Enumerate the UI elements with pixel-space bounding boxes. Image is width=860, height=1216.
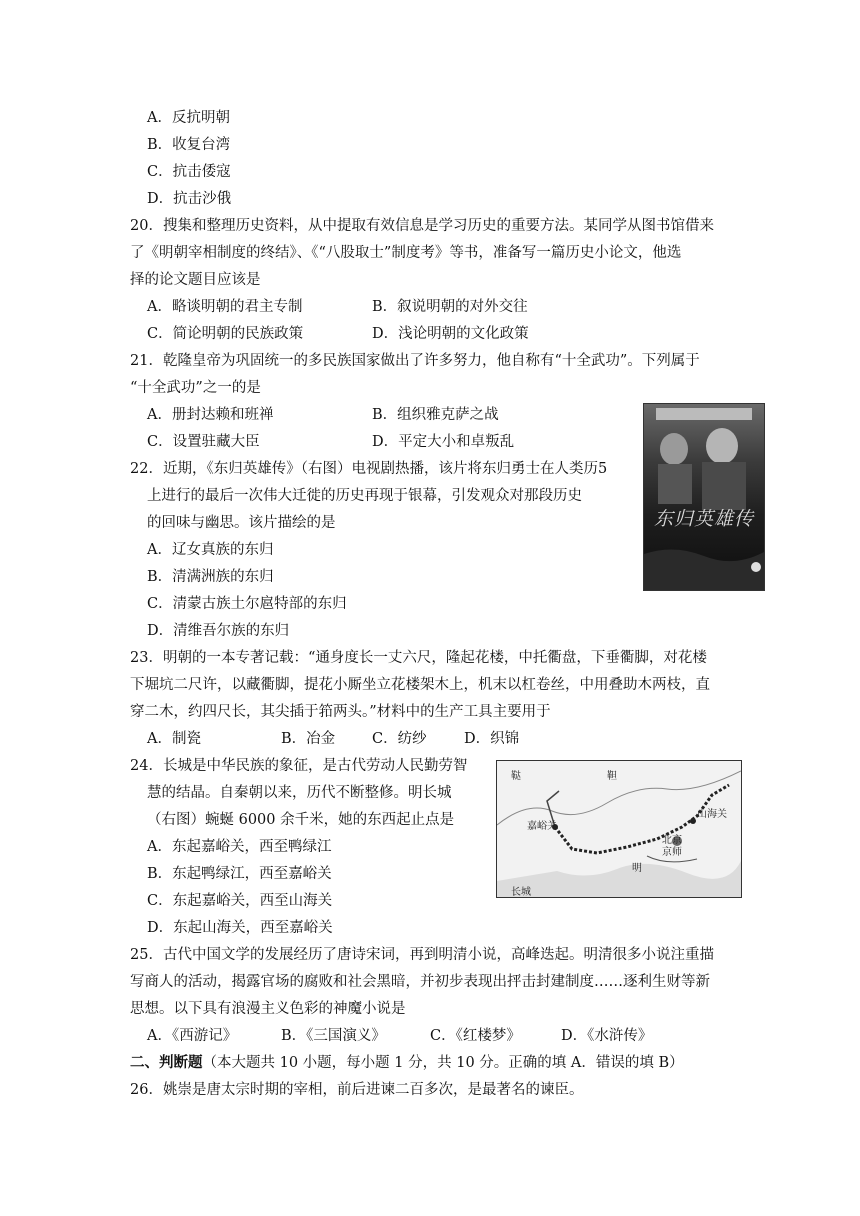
q24-option-a: A．东起嘉峪关，西至鸭绿江 — [147, 839, 332, 855]
q21-option-c: C．设置驻藏大臣 — [147, 434, 260, 450]
map-legend-great-wall: 长城 — [511, 887, 531, 898]
q24-stem-line-2: 慧的结晶。自秦朝以来，历代不断整修。明长城 — [147, 785, 452, 801]
q20-option-a: A．略谈明朝的君主专制 — [147, 299, 303, 315]
q24-stem-line-3: （右图）蜿蜒 6000 余千米，她的东西起止点是 — [147, 812, 455, 828]
map-label-jiayuguan: 嘉峪关 — [527, 821, 557, 832]
q23-option-c: C．纺纱 — [372, 731, 427, 747]
q21-option-b: B．组织雅克萨之战 — [372, 407, 499, 423]
q20-option-d: D．浅论明朝的文化政策 — [372, 326, 529, 342]
q24-stem-line-1: 24．长城是中华民族的象征，是古代劳动人民勤劳智 — [130, 758, 468, 774]
q20-stem-line-2: 了《明朝宰相制度的终结》、《“八股取士”制度考》等书，准备写一篇历史小论文，他选 — [130, 245, 682, 261]
q25-option-c: C．《红楼梦》 — [430, 1028, 521, 1044]
section-2-heading — [130, 1053, 684, 1073]
map-label-shanhaiguan: 山海关 — [697, 809, 727, 820]
q25-option-d: D．《水浒传》 — [561, 1028, 653, 1044]
q22-option-b: B．清满洲族的东归 — [147, 569, 274, 585]
q21-stem-line-1: 21．乾隆皇帝为巩固统一的多民族国家做出了许多努力，他自称有“十全武功”。下列属于 — [130, 353, 700, 369]
q19-option-b: B．收复台湾 — [147, 137, 231, 153]
q22-option-c: C．清蒙古族土尔扈特部的东归 — [147, 596, 347, 612]
q20-option-b: B．叙说明朝的对外交往 — [372, 299, 528, 315]
q21-option-d: D．平定大小和卓叛乱 — [372, 434, 515, 450]
q23-option-a: A．制瓷 — [147, 731, 201, 747]
q23-option-b: B．冶金 — [281, 731, 336, 747]
q20-stem-line-3: 择的论文题目应该是 — [130, 272, 261, 288]
tv-drama-poster-image — [643, 403, 765, 591]
q25-stem-line-3: 思想。以下具有浪漫主义色彩的神魔小说是 — [130, 1001, 406, 1017]
poster-title: 东归英雄传 — [653, 508, 754, 530]
q24-option-b: B．东起鸭绿江，西至嘉峪关 — [147, 866, 332, 882]
q22-stem-line-2: 上进行的最后一次伟大迁徙的历史再现于银幕，引发观众对那段历史 — [147, 488, 582, 504]
map-label-dan: 靼 — [607, 771, 617, 782]
poster-figures — [644, 404, 764, 590]
q22-stem-line-3: 的回味与幽思。该片描绘的是 — [147, 515, 336, 531]
q21-option-a: A．册封达赖和班禅 — [147, 407, 274, 423]
section-2-title: 二、判断题 — [130, 1054, 203, 1071]
q23-stem-line-1: 23．明朝的一本专著记载：“通身度长一丈六尺，隆起花楼，中托衢盘，下垂衢脚，对花楼 — [130, 650, 707, 666]
q21-stem-line-2: “十全武功”之一的是 — [130, 380, 261, 396]
map-label-da: 鞑 — [511, 771, 521, 782]
q19-option-a: A．反抗明朝 — [147, 110, 230, 126]
q22-option-d: D．清维吾尔族的东归 — [147, 623, 290, 639]
q22-option-a: A．辽女真族的东归 — [147, 542, 274, 558]
section-2-note: （本大题共 10 小题，每小题 1 分，共 10 分。正确的填 A．错误的填 B） — [202, 1055, 684, 1071]
q19-option-c: C．抗击倭寇 — [147, 164, 231, 180]
q25-option-b: B．《三国演义》 — [281, 1028, 386, 1044]
q20-stem-line-1: 20．搜集和整理历史资料，从中提取有效信息是学习历史的重要方法。某同学从图书馆借来 — [130, 218, 714, 234]
q22-stem-line-1: 22．近期，《东归英雄传》（右图）电视剧热播，该片将东归勇士在人类历5 — [130, 461, 608, 477]
q24-option-d: D．东起山海关，西至嘉峪关 — [147, 920, 333, 936]
map-label-ming: 明 — [632, 863, 642, 874]
q24-option-c: C．东起嘉峪关，西至山海关 — [147, 893, 333, 909]
q19-option-d: D．抗击沙俄 — [147, 191, 232, 207]
map-label-jingshi: 京师 — [662, 847, 682, 858]
q23-stem-line-3: 穿二木，约四尺长，其尖插于筘两头。”材料中的生产工具主要用于 — [130, 704, 551, 720]
q25-stem-line-2: 写商人的活动，揭露官场的腐败和社会黑暗，并初步表现出抨击封建制度……逐利生财等新 — [130, 974, 710, 990]
q26-statement: 26．姚崇是唐太宗时期的宰相，前后进谏二百多次，是最著名的谏臣。 — [130, 1082, 584, 1098]
q23-stem-line-2: 下堀坑二尺许，以藏衢脚，提花小厮坐立花楼架木上，机末以杠卷丝，中用叠助木两枝，直 — [130, 677, 710, 693]
q25-stem-line-1: 25．古代中国文学的发展经历了唐诗宋词，再到明清小说，高峰迭起。明清很多小说注重描 — [130, 947, 714, 963]
q20-option-c: C．简论明朝的民族政策 — [147, 326, 304, 342]
map-label-beijing: 北京 — [662, 835, 682, 846]
q23-option-d: D．织锦 — [464, 731, 520, 747]
great-wall-map-image — [496, 760, 742, 898]
q25-option-a: A．《西游记》 — [147, 1028, 238, 1044]
